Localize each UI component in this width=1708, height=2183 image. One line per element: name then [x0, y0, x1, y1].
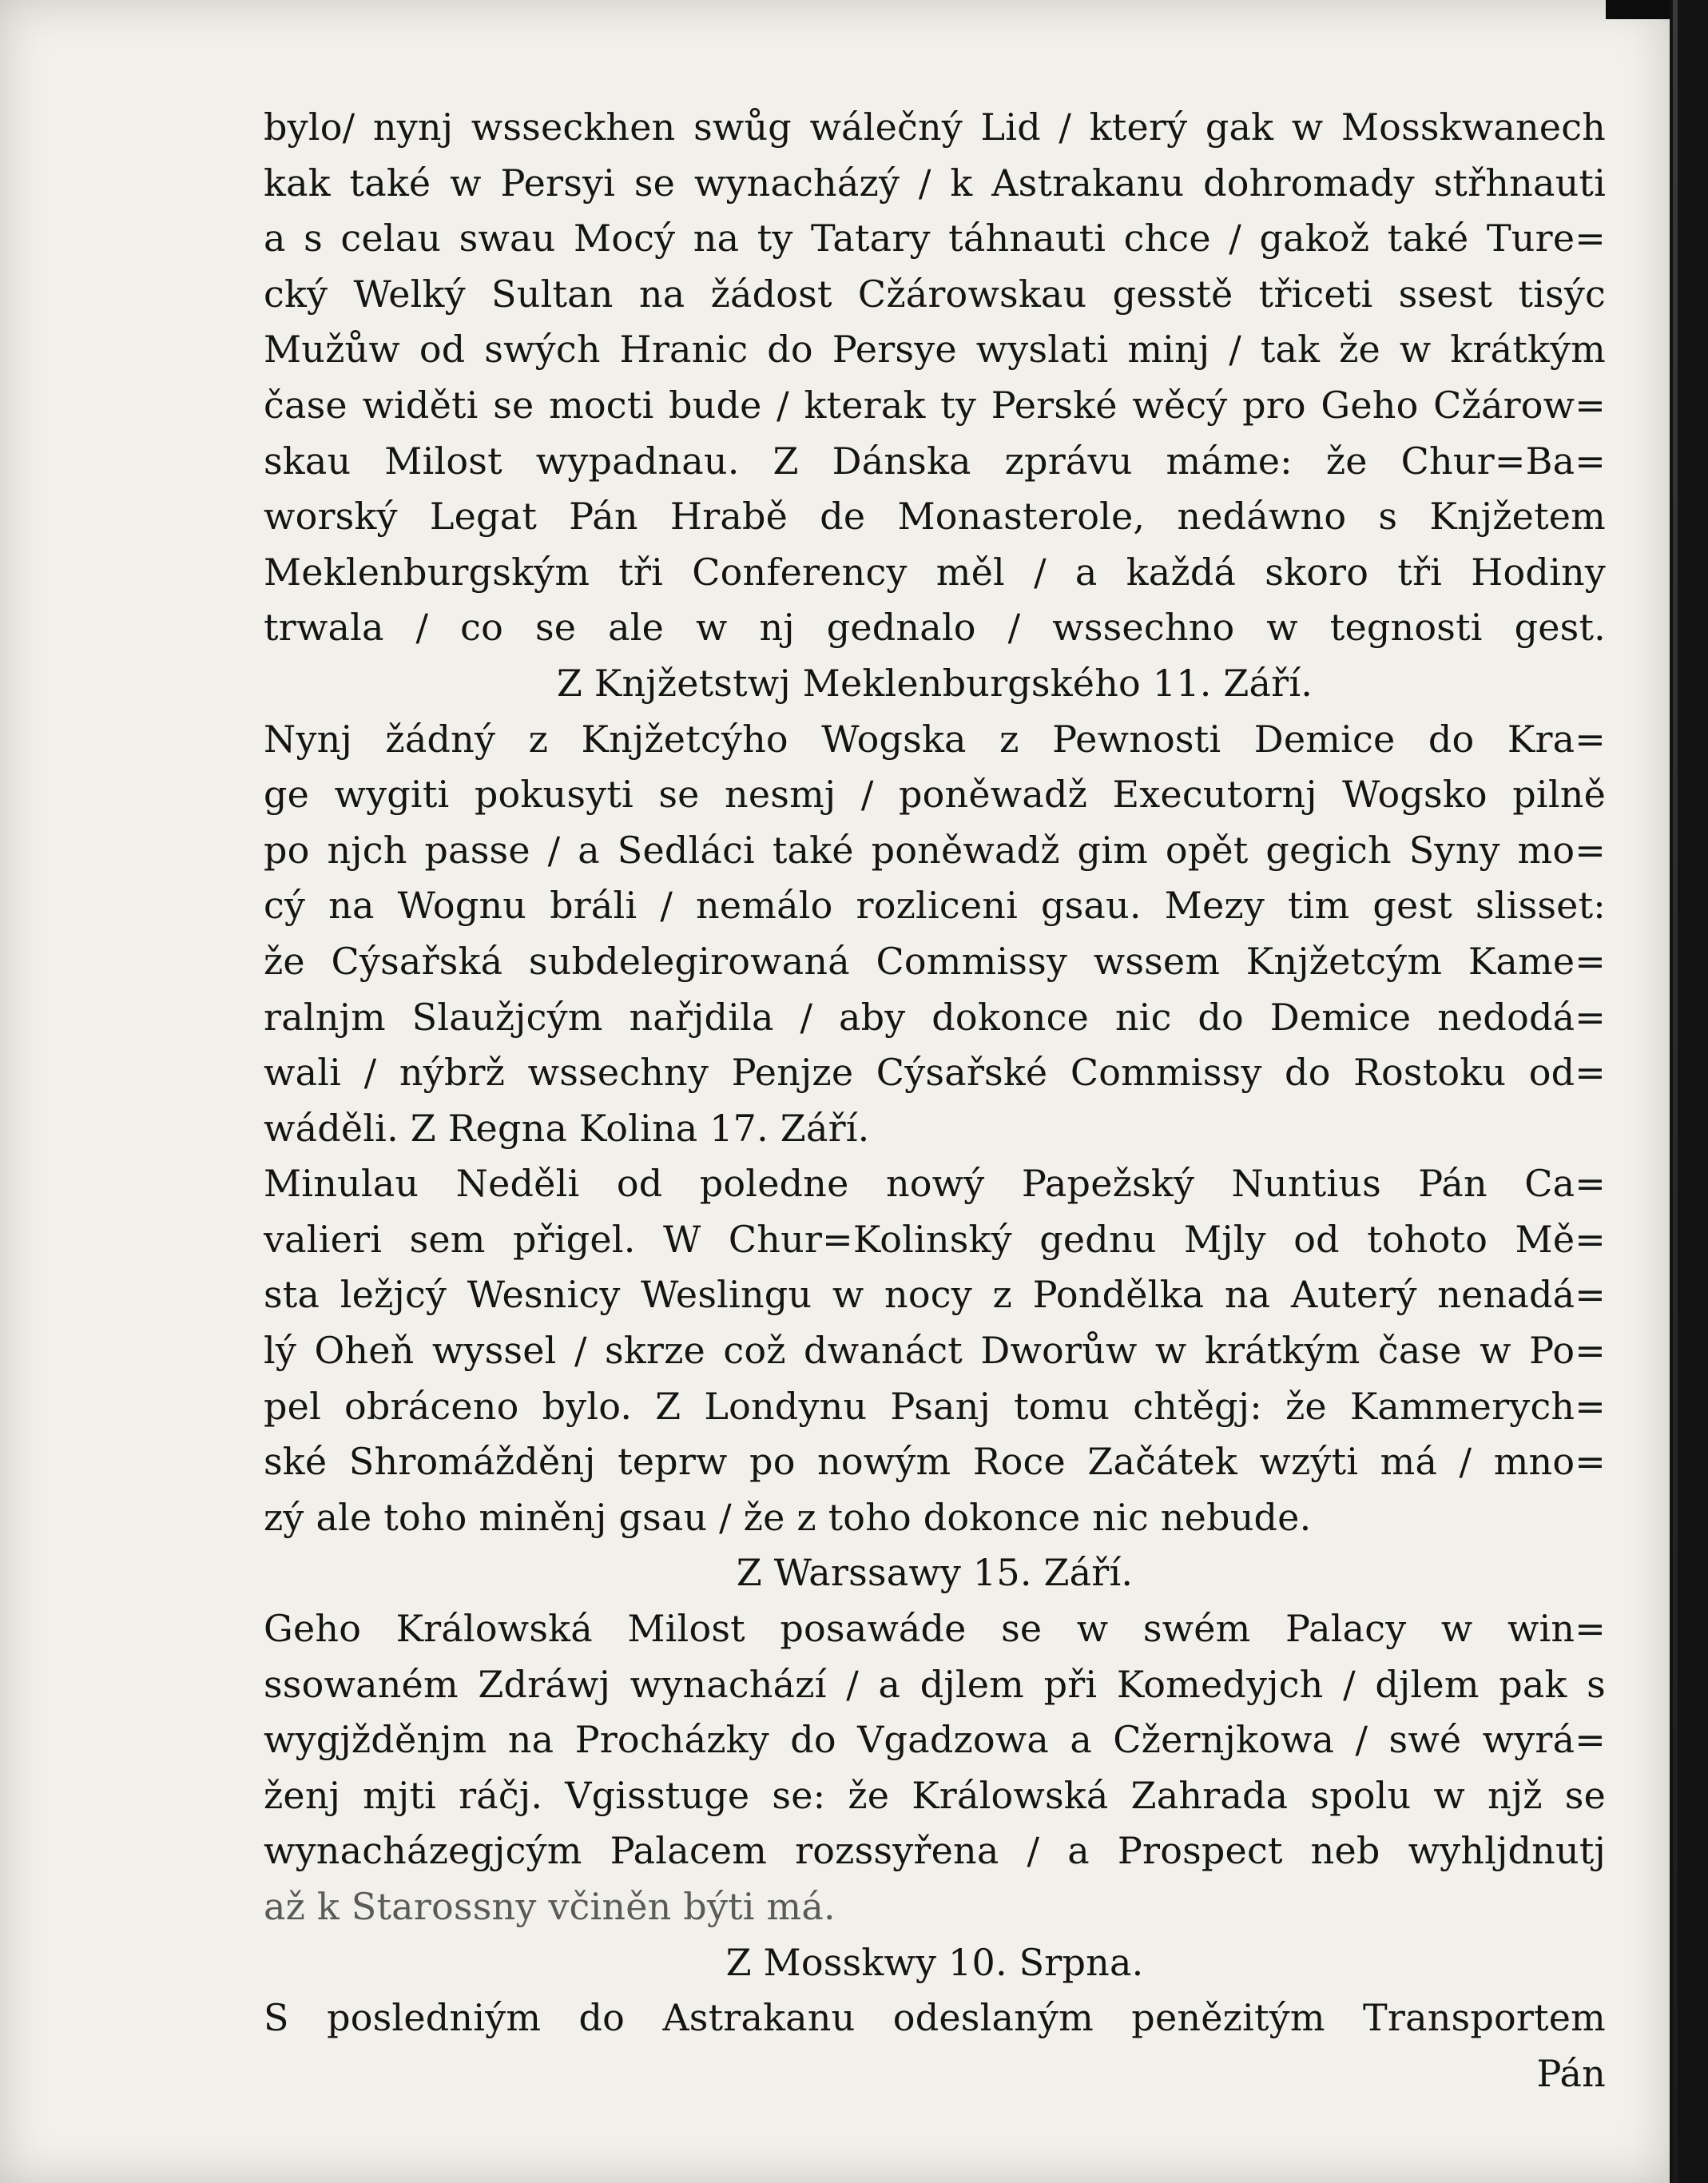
text-line: po njch passe / a Sedláci také poněwadž gim opět gegich Syny mo= — [264, 828, 1606, 872]
text-line: a s celau swau Mocý na ty Tatary táhnauti chce / gakož také Ture= — [264, 217, 1606, 260]
text-line: že Cýsařská subdelegirowaná Commissy wssem Knjžetcým Kame= — [264, 939, 1606, 983]
text-line: cý na Wognu bráli / nemálo rozliceni gsau. Mezy tim gest slisset: — [264, 884, 1606, 928]
text-line: skau Milost wypadnau. Z Dánska zprávu máme: že Chur=Ba= — [264, 439, 1606, 483]
text-line: až k Starossny včiněn býti má. — [264, 1885, 836, 1928]
text-line: cký Welký Sultan na žádost Cžárowskau gesstě třiceti ssest tisýc — [264, 272, 1606, 316]
text-line: zý ale toho miněnj gsau / že z toho dokonce nic nebude. — [264, 1495, 1312, 1539]
text-line: worský Legat Pán Hrabě de Monasterole, nedáwno s Knjžetem — [264, 495, 1606, 539]
section-heading-meklenburg: Z Knjžetstwj Meklenburgského 11. Září. — [556, 661, 1313, 705]
text-line: sta ležjcý Wesnicy Weslingu w nocy z Pondělka na Auterý nenadá= — [264, 1273, 1606, 1317]
text-line: valieri sem přigel. W Chur=Kolinský gednu Mjly od tohoto Mě= — [264, 1217, 1606, 1261]
page-top-shadow — [1606, 0, 1670, 19]
text-line: Nynj žádný z Knjžetcýho Wogska z Pewnosti Demice do Kra= — [264, 717, 1606, 761]
text-line: ssowaném Zdráwj wynachází / a djlem při Komedyjch / djlem pak s — [264, 1662, 1606, 1706]
text-line: čase widěti se mocti bude / kterak ty Perské wěcý pro Geho Cžárow= — [264, 383, 1606, 427]
text-line: ralnjm Slaužjcým nařjdila / aby dokonce nic do Demice nedodá= — [264, 995, 1606, 1039]
text-line: wynacházegjcým Palacem rozssyřena / a Prospect neb wyhljdnutj — [264, 1829, 1606, 1873]
catchword: Pán — [1536, 2051, 1606, 2095]
text-line: Geho Králowská Milost posawáde se w swém Palacy w win= — [264, 1607, 1606, 1651]
text-line: kak také w Persyi se wynacházý / k Astrakanu dohromady střhnauti — [264, 161, 1606, 205]
text-line: Minulau Neděli od poledne nowý Papežský Nuntius Pán Ca= — [264, 1162, 1606, 1206]
text-line: lý Oheň wyssel / skrze což dwanáct Dworůw w krátkým čase w Po= — [264, 1329, 1606, 1373]
text-line: Mužůw od swých Hranic do Persye wyslati minj / tak že w krátkým — [264, 328, 1606, 372]
section-heading-warssawa: Z Warssawy 15. Září. — [736, 1551, 1134, 1595]
text-line: ské Shromážděnj teprw po nowým Roce Začátek wzýti má / mno= — [264, 1440, 1606, 1484]
text-line-with-heading-kolin: wáděli. Z Regna Kolina 17. Září. — [264, 1106, 870, 1150]
text-line: trwala / co se ale w nj gednalo / wssechno w tegnosti gest. — [264, 606, 1606, 650]
text-line: wygjžděnjm na Procházky do Vgadzowa a Cžernjkowa / swé wyrá= — [264, 1718, 1606, 1762]
text-line: ge wygiti pokusyti se nesmj / poněwadž Executornj Wogsko pilně — [264, 773, 1606, 817]
section-heading-mosskwa: Z Mosskwy 10. Srpna. — [725, 1940, 1144, 1984]
text-line: S posledniým do Astrakanu odeslaným penězitým Transportem — [264, 1996, 1606, 2040]
text-line: Meklenburgským tři Conferency měl / a každá skoro tři Hodiny — [264, 550, 1606, 594]
text-line: pel obráceno bylo. Z Londynu Psanj tomu chtěgj: že Kammerych= — [264, 1384, 1606, 1428]
text-line: bylo/ nynj wsseckhen swůg wálečný Lid / který gak w Mosskwanech — [264, 105, 1606, 149]
page-fold — [1673, 0, 1678, 2183]
text-line: ženj mjti ráčj. Vgisstuge se: že Králowská Zahrada spolu w njž se — [264, 1773, 1606, 1817]
page-right-edge — [1670, 0, 1708, 2183]
text-line: wali / nýbrž wssechny Penjze Cýsařské Commissy do Rostoku od= — [264, 1051, 1606, 1095]
document-text — [264, 100, 1606, 2101]
